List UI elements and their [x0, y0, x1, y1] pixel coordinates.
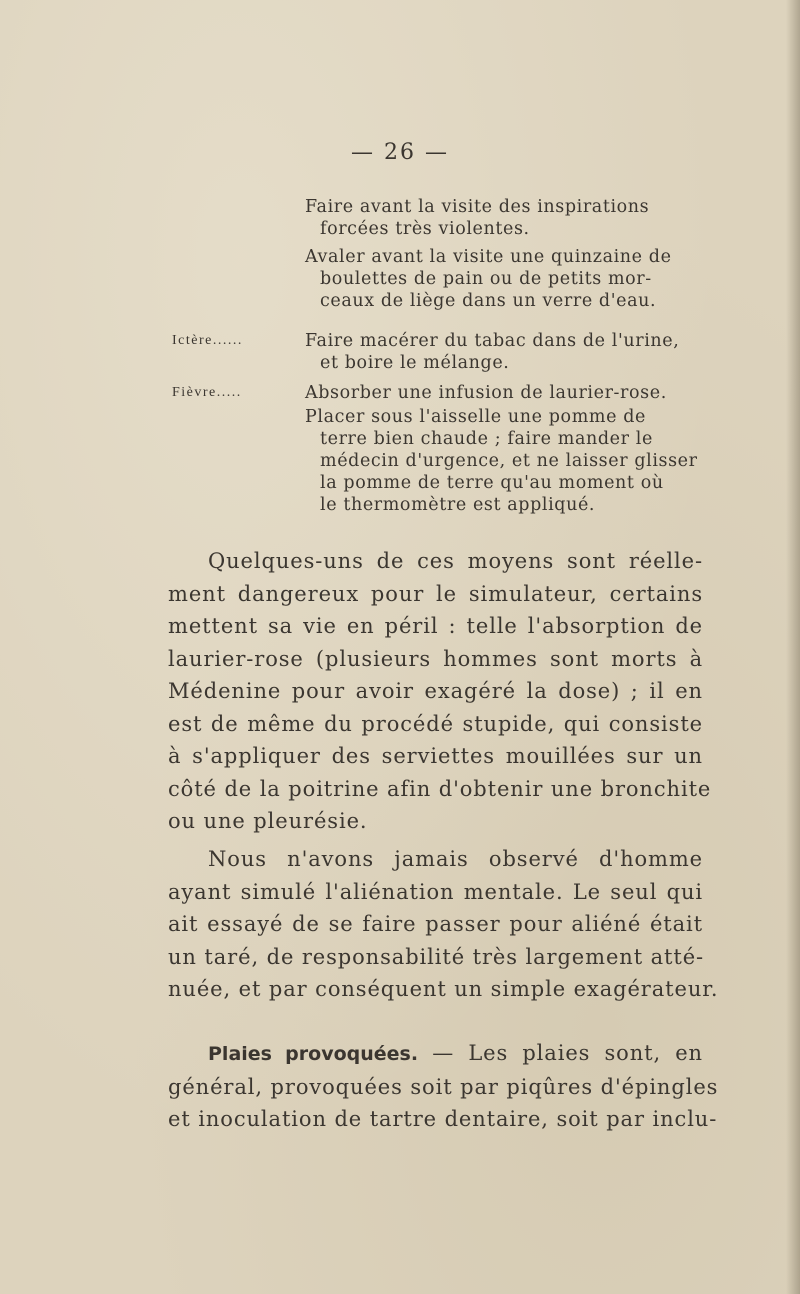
paragraph-line: Médenine pour avoir exagéré la dose) ; il en [168, 679, 703, 703]
paragraph-line: ment dangereux pour le simulateur, certains [168, 581, 703, 606]
paragraph-line: ayant simulé l'aliénation mentale. Le seul qui [168, 879, 703, 904]
paragraph-line: général, provoquées soit par piqûres d'épingles [168, 1074, 719, 1099]
entry-label-fievre: Fièvre..... [172, 385, 242, 400]
entry-text [305, 246, 700, 312]
entry-line: forcées très violentes. [320, 219, 530, 239]
page-edge-shadow [786, 0, 800, 1294]
entry-line: Faire macérer du tabac dans de l'urine, [305, 331, 680, 351]
entry-label-ictere: Ictère...... [172, 333, 243, 348]
entry-text [305, 406, 700, 516]
entry-line: Absorber une infusion de laurier-rose. [305, 383, 667, 403]
entry-line: le thermomètre est appliqué. [320, 495, 596, 515]
paragraph-line: Quelques-uns de ces moyens sont réelle- [208, 549, 703, 573]
paragraph-line: est de même du procédé stupide, qui consiste [168, 711, 703, 736]
paragraph-line: ait essayé de se faire passer pour aliéné était [168, 912, 703, 936]
entry-text [305, 330, 700, 374]
paragraph-plaies-provoquees [168, 1037, 719, 1136]
entry-line: la pomme de terre qu'au moment où [320, 473, 664, 493]
paragraph-line: à s'appliquer des serviettes mouillées sur un [168, 744, 703, 768]
paragraph-alienation [168, 843, 719, 1006]
paragraph-moyens-dangereux [168, 545, 712, 838]
entry-line: et boire le mélange. [320, 353, 510, 373]
paragraph-line: mettent sa vie en péril : telle l'absorption de [168, 614, 703, 638]
paragraph-line: côté de la poitrine afin d'obtenir une bronchite [168, 776, 712, 801]
entry-line: Avaler avant la visite une quinzaine de [305, 247, 672, 267]
paragraph-line: et inoculation de tartre dentaire, soit par inclu- [168, 1107, 718, 1131]
paragraph-line: laurier-rose (plusieurs hommes sont morts à [168, 646, 703, 671]
entry-line: ceaux de liège dans un verre d'eau. [320, 291, 657, 311]
entry-line: Faire avant la visite des inspirations [305, 197, 650, 217]
paragraph-line: nuée, et par conséquent un simple exagérateur. [168, 977, 719, 1001]
entry-line: médecin d'urgence, et ne laisser glisser [320, 451, 698, 471]
paragraph-line-rest: — Les plaies sont, en [418, 1041, 703, 1065]
paragraph-line: ou une pleurésie. [168, 809, 368, 833]
entry-text [305, 196, 700, 240]
paragraph-line: un taré, de responsabilité très largement atté- [168, 944, 705, 969]
paragraph-line [168, 1037, 703, 1071]
page-number: — 26 — [351, 140, 449, 165]
entry-text [305, 382, 700, 404]
entry-line: boulettes de pain ou de petits mor- [320, 269, 652, 289]
section-heading: Plaies provoquées. [208, 1043, 419, 1065]
paragraph-line: Nous n'avons jamais observé d'homme [208, 847, 703, 871]
entry-line: Placer sous l'aisselle une pomme de [305, 407, 646, 427]
entry-line: terre bien chaude ; faire mander le [320, 429, 653, 449]
